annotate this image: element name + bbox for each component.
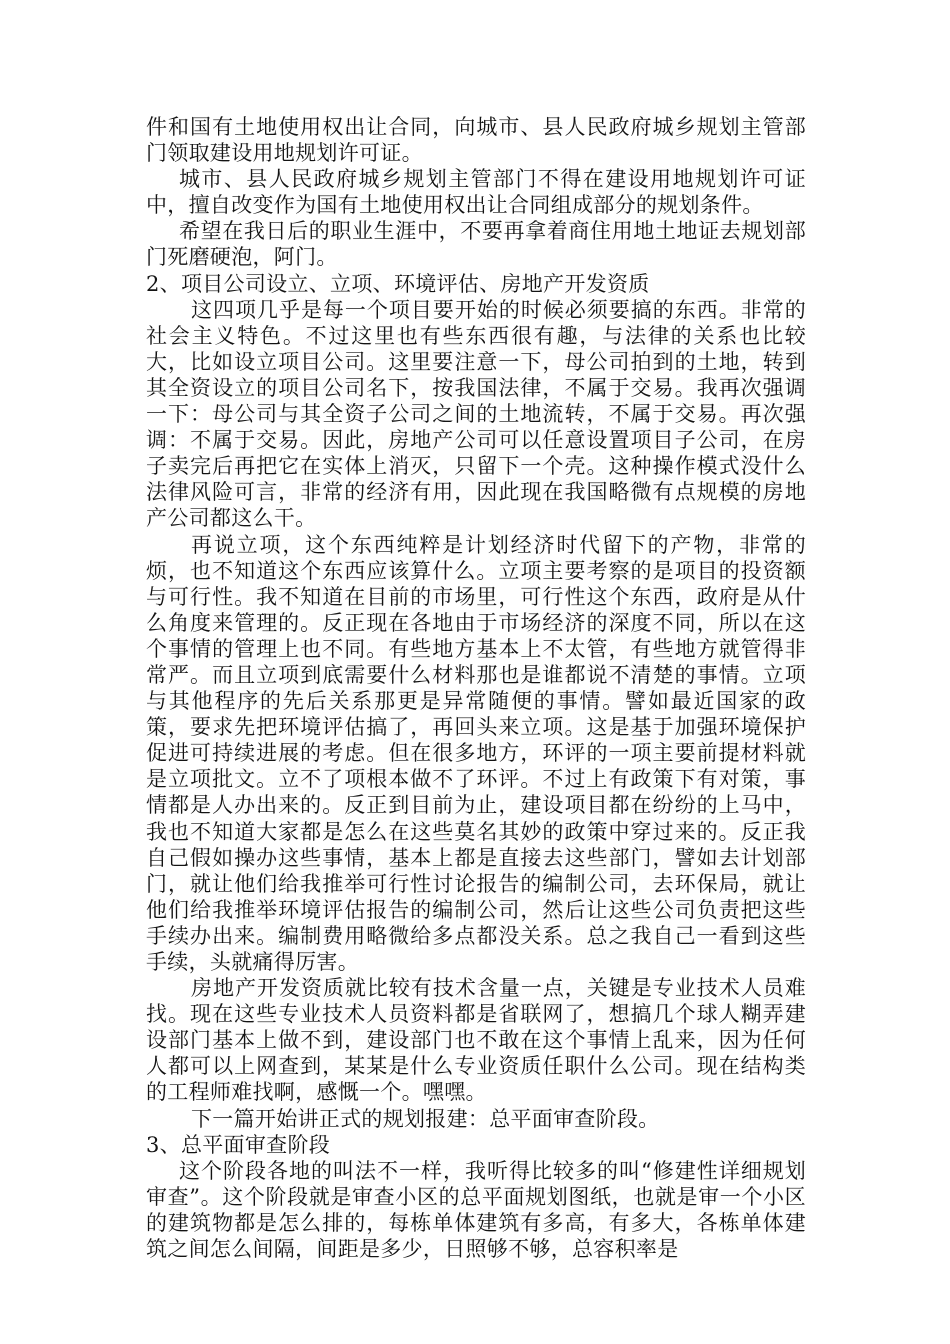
paragraph-development-qualification: 房地产开发资质就比较有技术含量一点，关键是专业技术人员难找。现在这些专业技术人员资料都是省联网了，想搞几个球人糊弄建设部门基本上做不到，建设部门也不敢在这个事情上乱来，因为任何人都可以上网查到，某某是什么专业资质任职什么公司。现在结构类的工程师难找啊，感慨一个。嘿嘿。	[146, 976, 806, 1105]
document-page	[146, 114, 806, 1262]
section-heading-2: 2、项目公司设立、立项、环境评估、房地产开发资质	[146, 271, 650, 296]
paragraph-site-plan-review: 这个阶段各地的叫法不一样，我听得比较多的叫“修建性详细规划审查”。这个阶段就是审查小区的总平面规划图纸，也就是审一个小区的建筑物都是怎么排的，每栋单体建筑有多高，有多大，各栋单体建筑之间怎么间隔，间距是多少，日照够不够，总容积率是	[146, 1158, 806, 1262]
section-heading-3: 3、总平面审查阶段	[146, 1132, 331, 1157]
paragraph-next-article: 下一篇开始讲正式的规划报建：总平面审查阶段。	[191, 1106, 660, 1131]
paragraph-continuation: 件和国有土地使用权出让合同，向城市、县人民政府城乡规划主管部门领取建设用地规划许可证。	[146, 115, 806, 166]
paragraph-career-hope: 希望在我日后的职业生涯中，不要再拿着商住用地土地证去规划部门死磨硬泡，阿门。	[146, 219, 806, 270]
paragraph-planning-conditions: 城市、县人民政府城乡规划主管部门不得在建设用地规划许可证中，擅自改变作为国有土地使用权出让合同组成部分的规划条件。	[146, 167, 806, 218]
paragraph-project-approval: 再说立项，这个东西纯粹是计划经济时代留下的产物，非常的烦，也不知道这个东西应该算什么。立项主要考察的是项目的投资额与可行性。我不知道在目前的市场里，可行性这个东西，政府是从什么角度来管理的。反正现在各地由于市场经济的深度不同，所以在这个事情的管理上也不同。有些地方基本上不太管，有些地方就管得非常严。而且立项到底需要什么材料那也是谁都说不清楚的事情。立项与其他程序的先后关系那更是异常随便的事情。譬如最近国家的政策，要求先把环境评估搞了，再回头来立项。这是基于加强环境保护促进可持续进展的考虑。但在很多地方，环评的一项主要前提材料就是立项批文。立不了项根本做不了环评。不过上有政策下有对策，事情都是人办出来的。反正到目前为止，建设项目都在纷纷的上马中，我也不知道大家都是怎么在这些莫名其妙的政策中穿过来的。反正我自己假如操办这些事情，基本上都是直接去这些部门，譬如去计划部门，就让他们给我推举可行性讨论报告的编制公司，去环保局，就让他们给我推举环境评估报告的编制公司，然后让这些公司负责把这些手续办出来。编制费用略微给多点都没关系。总之我自己一看到这些手续，头就痛得厉害。	[146, 532, 806, 974]
paragraph-project-company: 这四项几乎是每一个项目要开始的时候必须要搞的东西。非常的社会主义特色。不过这里也有些东西很有趣，与法律的关系也比较大，比如设立项目公司。这里要注意一下，母公司拍到的土地，转到其全资设立的项目公司名下，按我国法律，不属于交易。我再次强调一下：母公司与其全资子公司之间的土地流转，不属于交易。再次强调：不属于交易。因此，房地产公司可以任意设置项目子公司，在房子卖完后再把它在实体上消灭，只留下一个壳。这种操作模式没什么法律风险可言，非常的经济有用，因此现在我国略微有点规模的房地产公司都这么干。	[146, 297, 806, 531]
